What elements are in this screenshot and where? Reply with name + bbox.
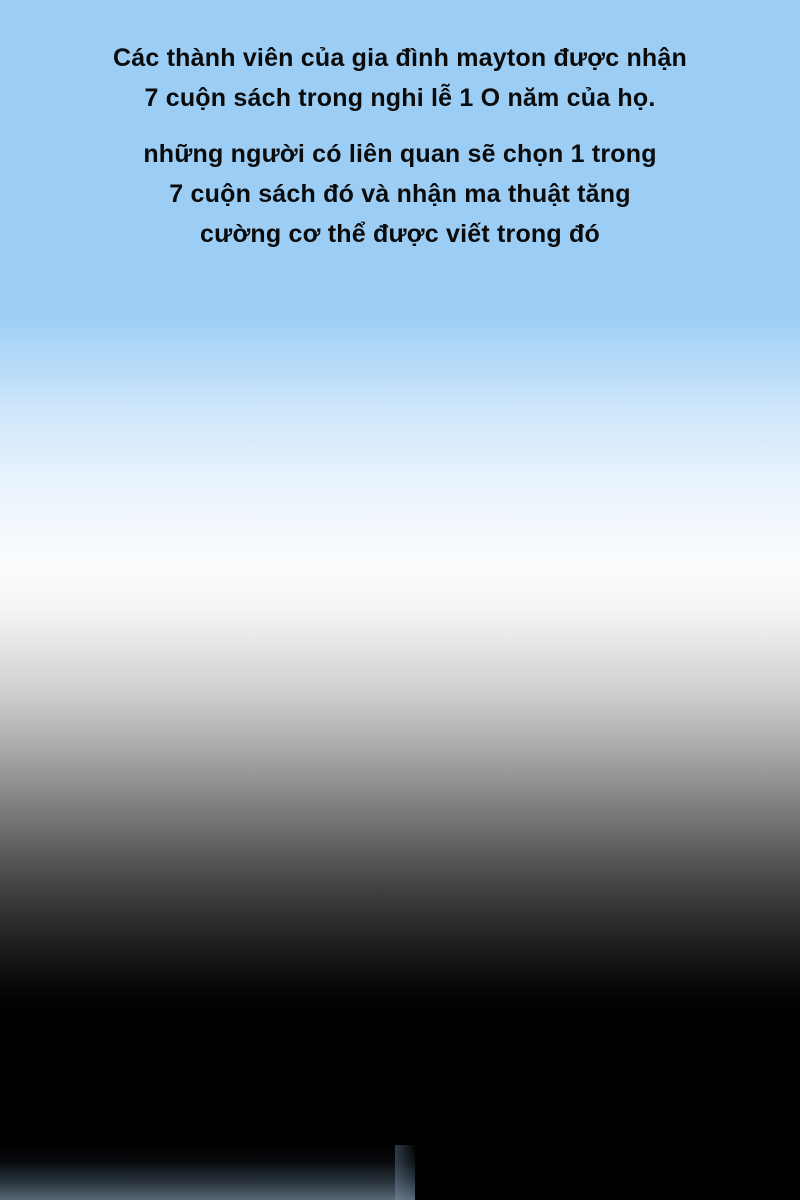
caption-line: những người có liên quan sẽ chọn 1 trong bbox=[143, 140, 657, 168]
gradient-band bbox=[0, 406, 800, 407]
caption-block-top bbox=[0, 38, 800, 118]
light-streak-edge bbox=[395, 1145, 417, 1200]
caption-block-bottom bbox=[0, 134, 800, 254]
gradient-background bbox=[0, 310, 800, 1010]
caption-line: 7 cuộn sách đó và nhận ma thuật tăng bbox=[169, 180, 631, 208]
caption-line: cường cơ thể được viết trong đó bbox=[200, 220, 600, 248]
caption-line: 7 cuộn sách trong nghi lễ 1 O năm của họ. bbox=[144, 84, 656, 112]
light-streak bbox=[0, 1145, 415, 1200]
caption-line: Các thành viên của gia đình mayton được nhận bbox=[113, 44, 687, 72]
gradient-band bbox=[0, 396, 800, 398]
